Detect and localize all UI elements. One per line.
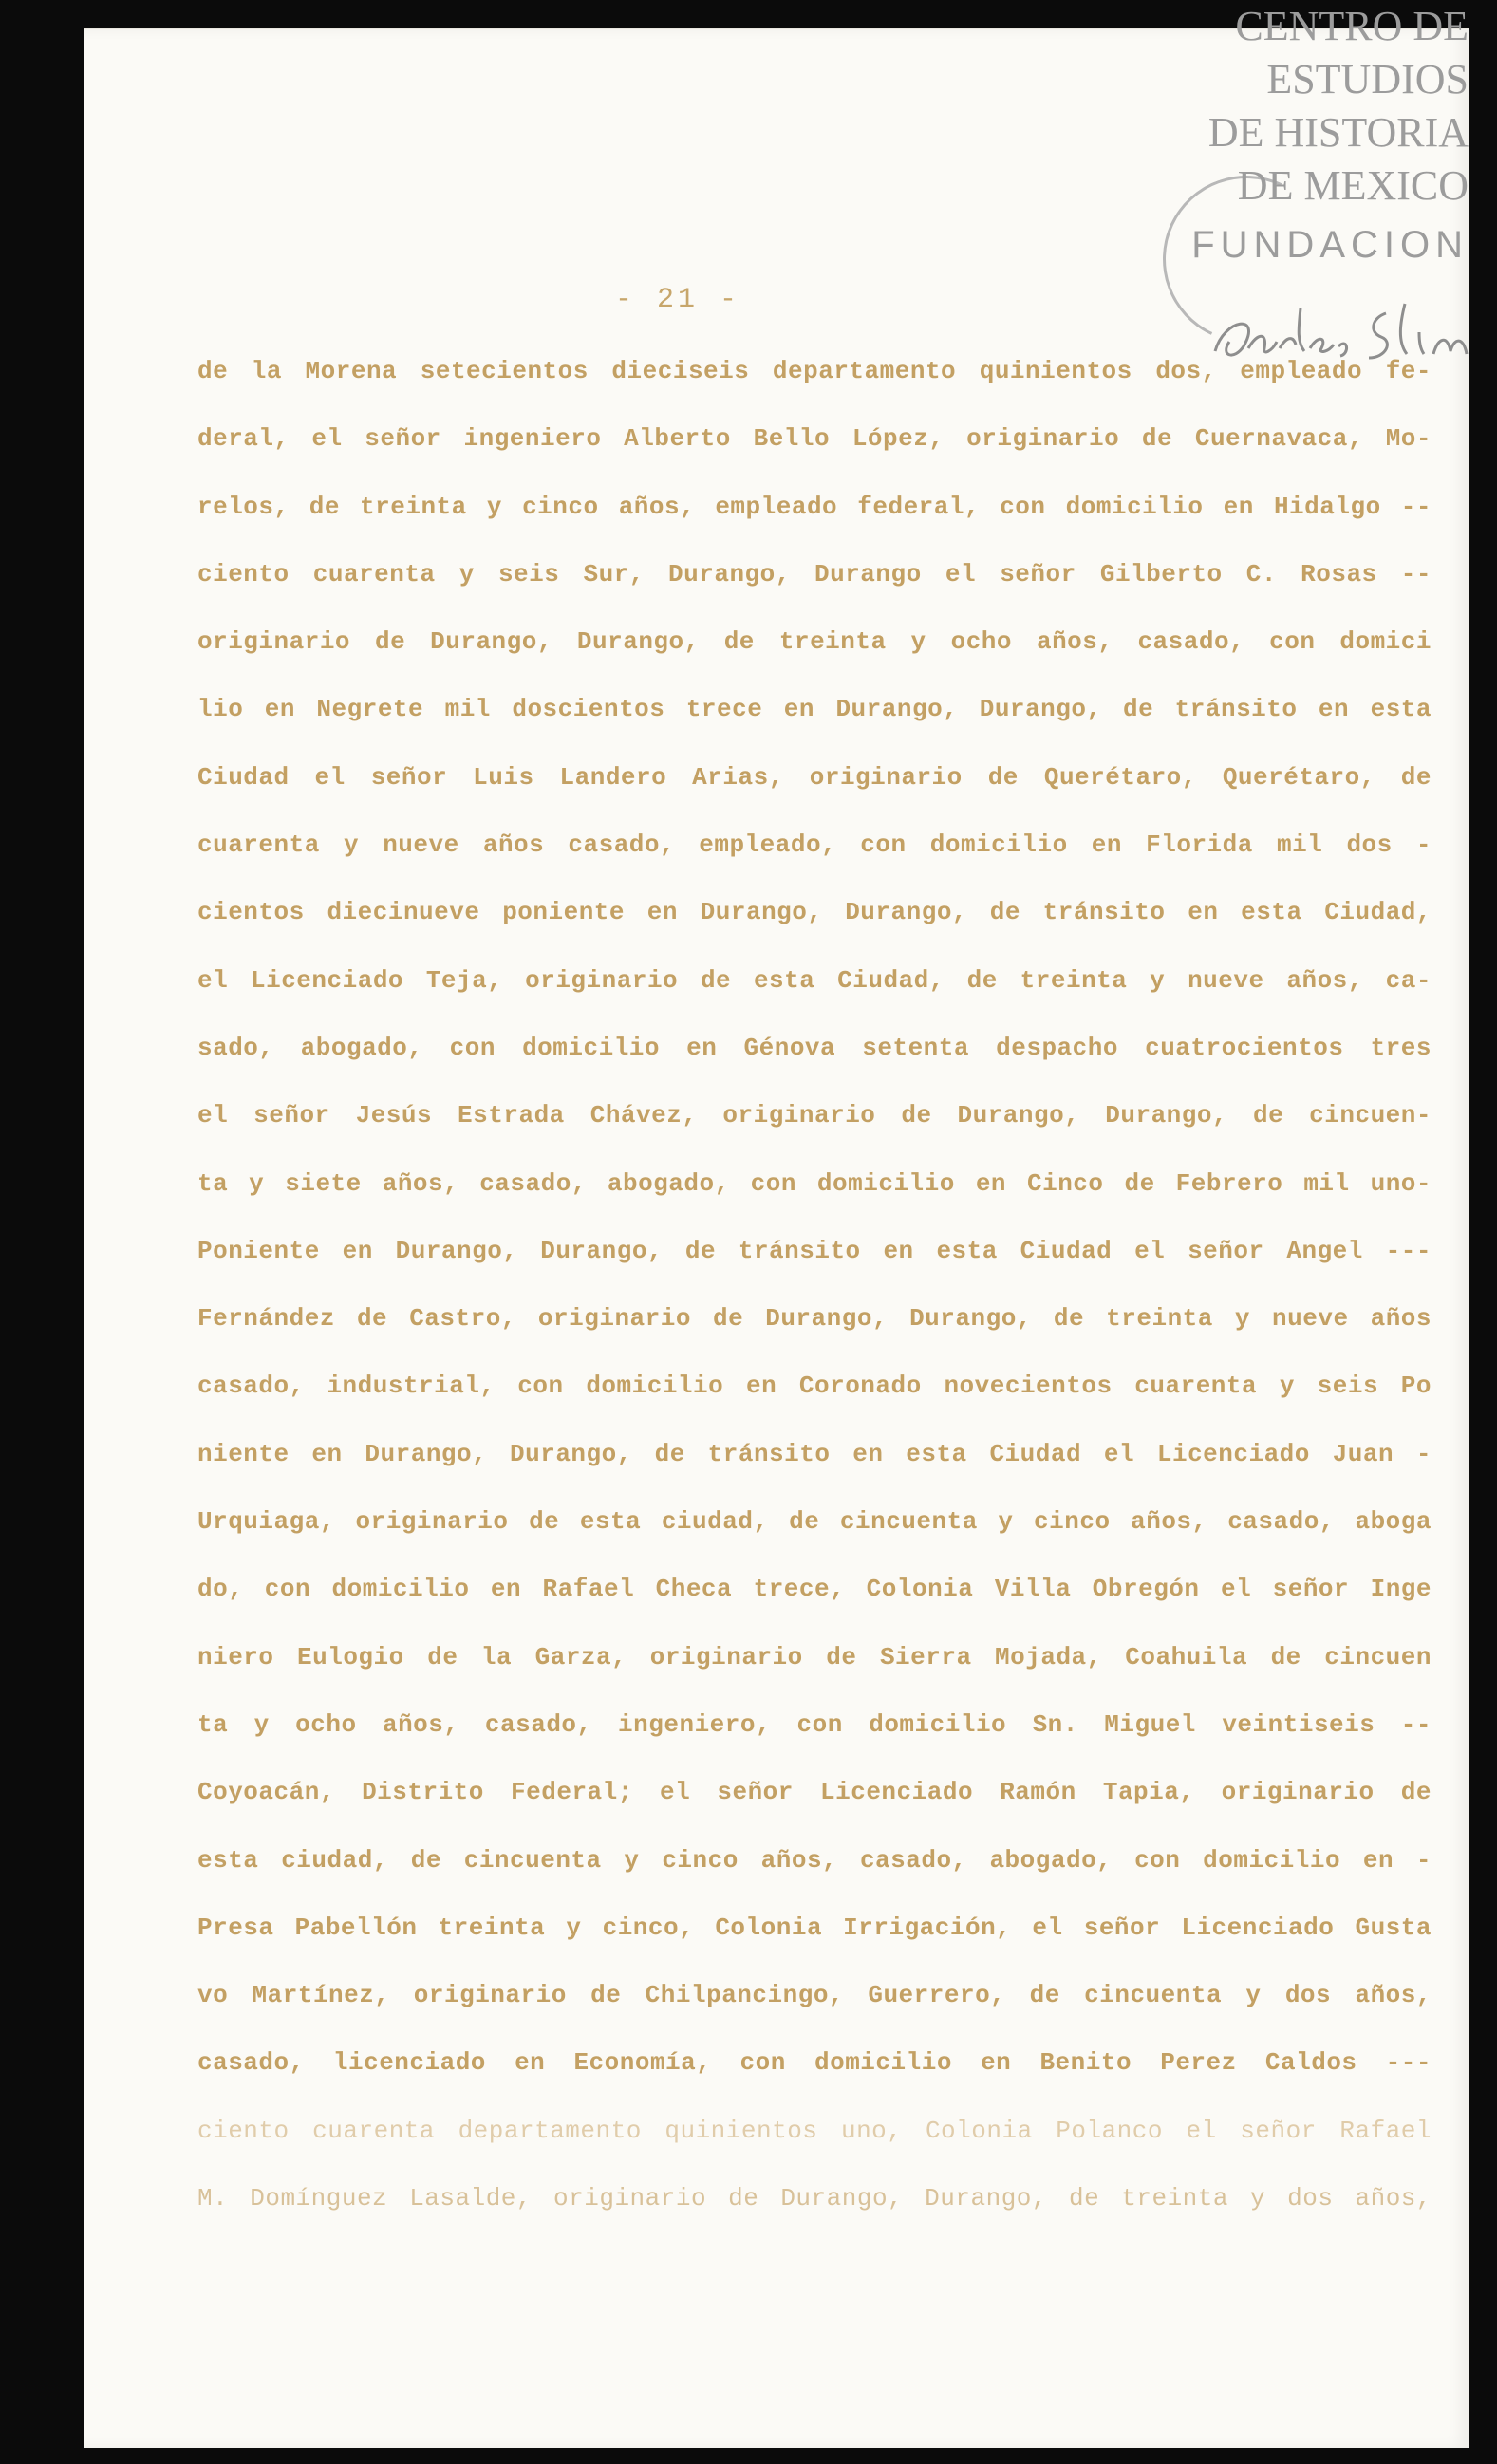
text-line: esta ciudad, de cincuenta y cinco años, casado, abogado, con domicilio en -: [197, 1845, 1432, 1875]
watermark-line: ESTUDIOS: [1266, 56, 1469, 103]
text-line: Ciudad el señor Luis Landero Arias, originario de Querétaro, Querétaro, de: [197, 762, 1432, 792]
text-line: M. Domínguez Lasalde, originario de Durango, Durango, de treinta y dos años,: [197, 2184, 1432, 2213]
signature-image: [1206, 299, 1490, 375]
text-line: relos, de treinta y cinco años, empleado federal, con domicilio en Hidalgo --: [197, 492, 1432, 521]
text-line: de la Morena setecientos dieciseis departamento quinientos dos, empleado fe-: [197, 357, 1432, 385]
text-line: ta y ocho años, casado, ingeniero, con domicilio Sn. Miguel veintiseis --: [197, 1709, 1432, 1739]
text-line: ciento cuarenta departamento quinientos uno, Colonia Polanco el señor Rafael: [197, 2116, 1432, 2145]
watermark-line: DE MEXICO: [1237, 162, 1469, 209]
text-line: Fernández de Castro, originario de Durango, Durango, de treinta y nueve años: [197, 1304, 1432, 1334]
text-line: sado, abogado, con domicilio en Génova setenta despacho cuatrocientos tres: [197, 1033, 1432, 1062]
text-line: casado, industrial, con domicilio en Coronado novecientos cuarenta y seis Po: [197, 1372, 1432, 1401]
text-line: do, con domicilio en Rafael Checa trece, Colonia Villa Obregón el señor Inge: [197, 1575, 1432, 1604]
text-line: Urquiaga, originario de esta ciudad, de cincuenta y cinco años, casado, aboga: [197, 1507, 1432, 1537]
watermark-fundacion: FUNDACION: [1191, 224, 1469, 266]
text-line: cientos diecinueve poniente en Durango, Durango, de tránsito en esta Ciudad,: [197, 898, 1432, 927]
text-line: originario de Durango, Durango, de treinta y ocho años, casado, con domici: [197, 627, 1432, 657]
text-line: cuarenta y nueve años casado, empleado, con domicilio en Florida mil dos -: [197, 831, 1432, 860]
text-line: Coyoacán, Distrito Federal; el señor Licenciado Ramón Tapia, originario de: [197, 1778, 1432, 1807]
text-line: lio en Negrete mil doscientos trece en Durango, Durango, de tránsito en esta: [197, 695, 1432, 724]
text-line: el Licenciado Teja, originario de esta Ciudad, de treinta y nueve años, ca-: [197, 965, 1432, 995]
text-line: Poniente en Durango, Durango, de tránsito en esta Ciudad el señor Angel ---: [197, 1236, 1432, 1265]
text-line: ciento cuarenta y seis Sur, Durango, Durango el señor Gilberto C. Rosas --: [197, 559, 1432, 588]
text-line: ta y siete años, casado, abogado, con domicilio en Cinco de Febrero mil uno-: [197, 1168, 1432, 1198]
text-line: niente en Durango, Durango, de tránsito en esta Ciudad el Licenciado Juan -: [197, 1439, 1432, 1468]
document-page: [84, 28, 1469, 2448]
text-line: Presa Pabellón treinta y cinco, Colonia Irrigación, el señor Licenciado Gusta: [197, 1913, 1432, 1942]
text-line: niero Eulogio de la Garza, originario de Sierra Mojada, Coahuila de cincuen: [197, 1642, 1432, 1671]
watermark-line: DE HISTORIA: [1207, 109, 1469, 156]
watermark-line: CENTRO DE: [1235, 3, 1469, 49]
text-line: el señor Jesús Estrada Chávez, originario de Durango, Durango, de cincuen-: [197, 1101, 1432, 1130]
text-line: casado, licenciado en Economía, con domicilio en Benito Perez Caldos ---: [197, 2048, 1432, 2078]
body-text: [197, 357, 1432, 2251]
text-line: deral, el señor ingeniero Alberto Bello López, originario de Cuernavaca, Mo-: [197, 424, 1432, 454]
page-number: - 21 -: [615, 284, 741, 316]
text-line: vo Martínez, originario de Chilpancingo, Guerrero, de cincuenta y dos años,: [197, 1981, 1432, 2010]
